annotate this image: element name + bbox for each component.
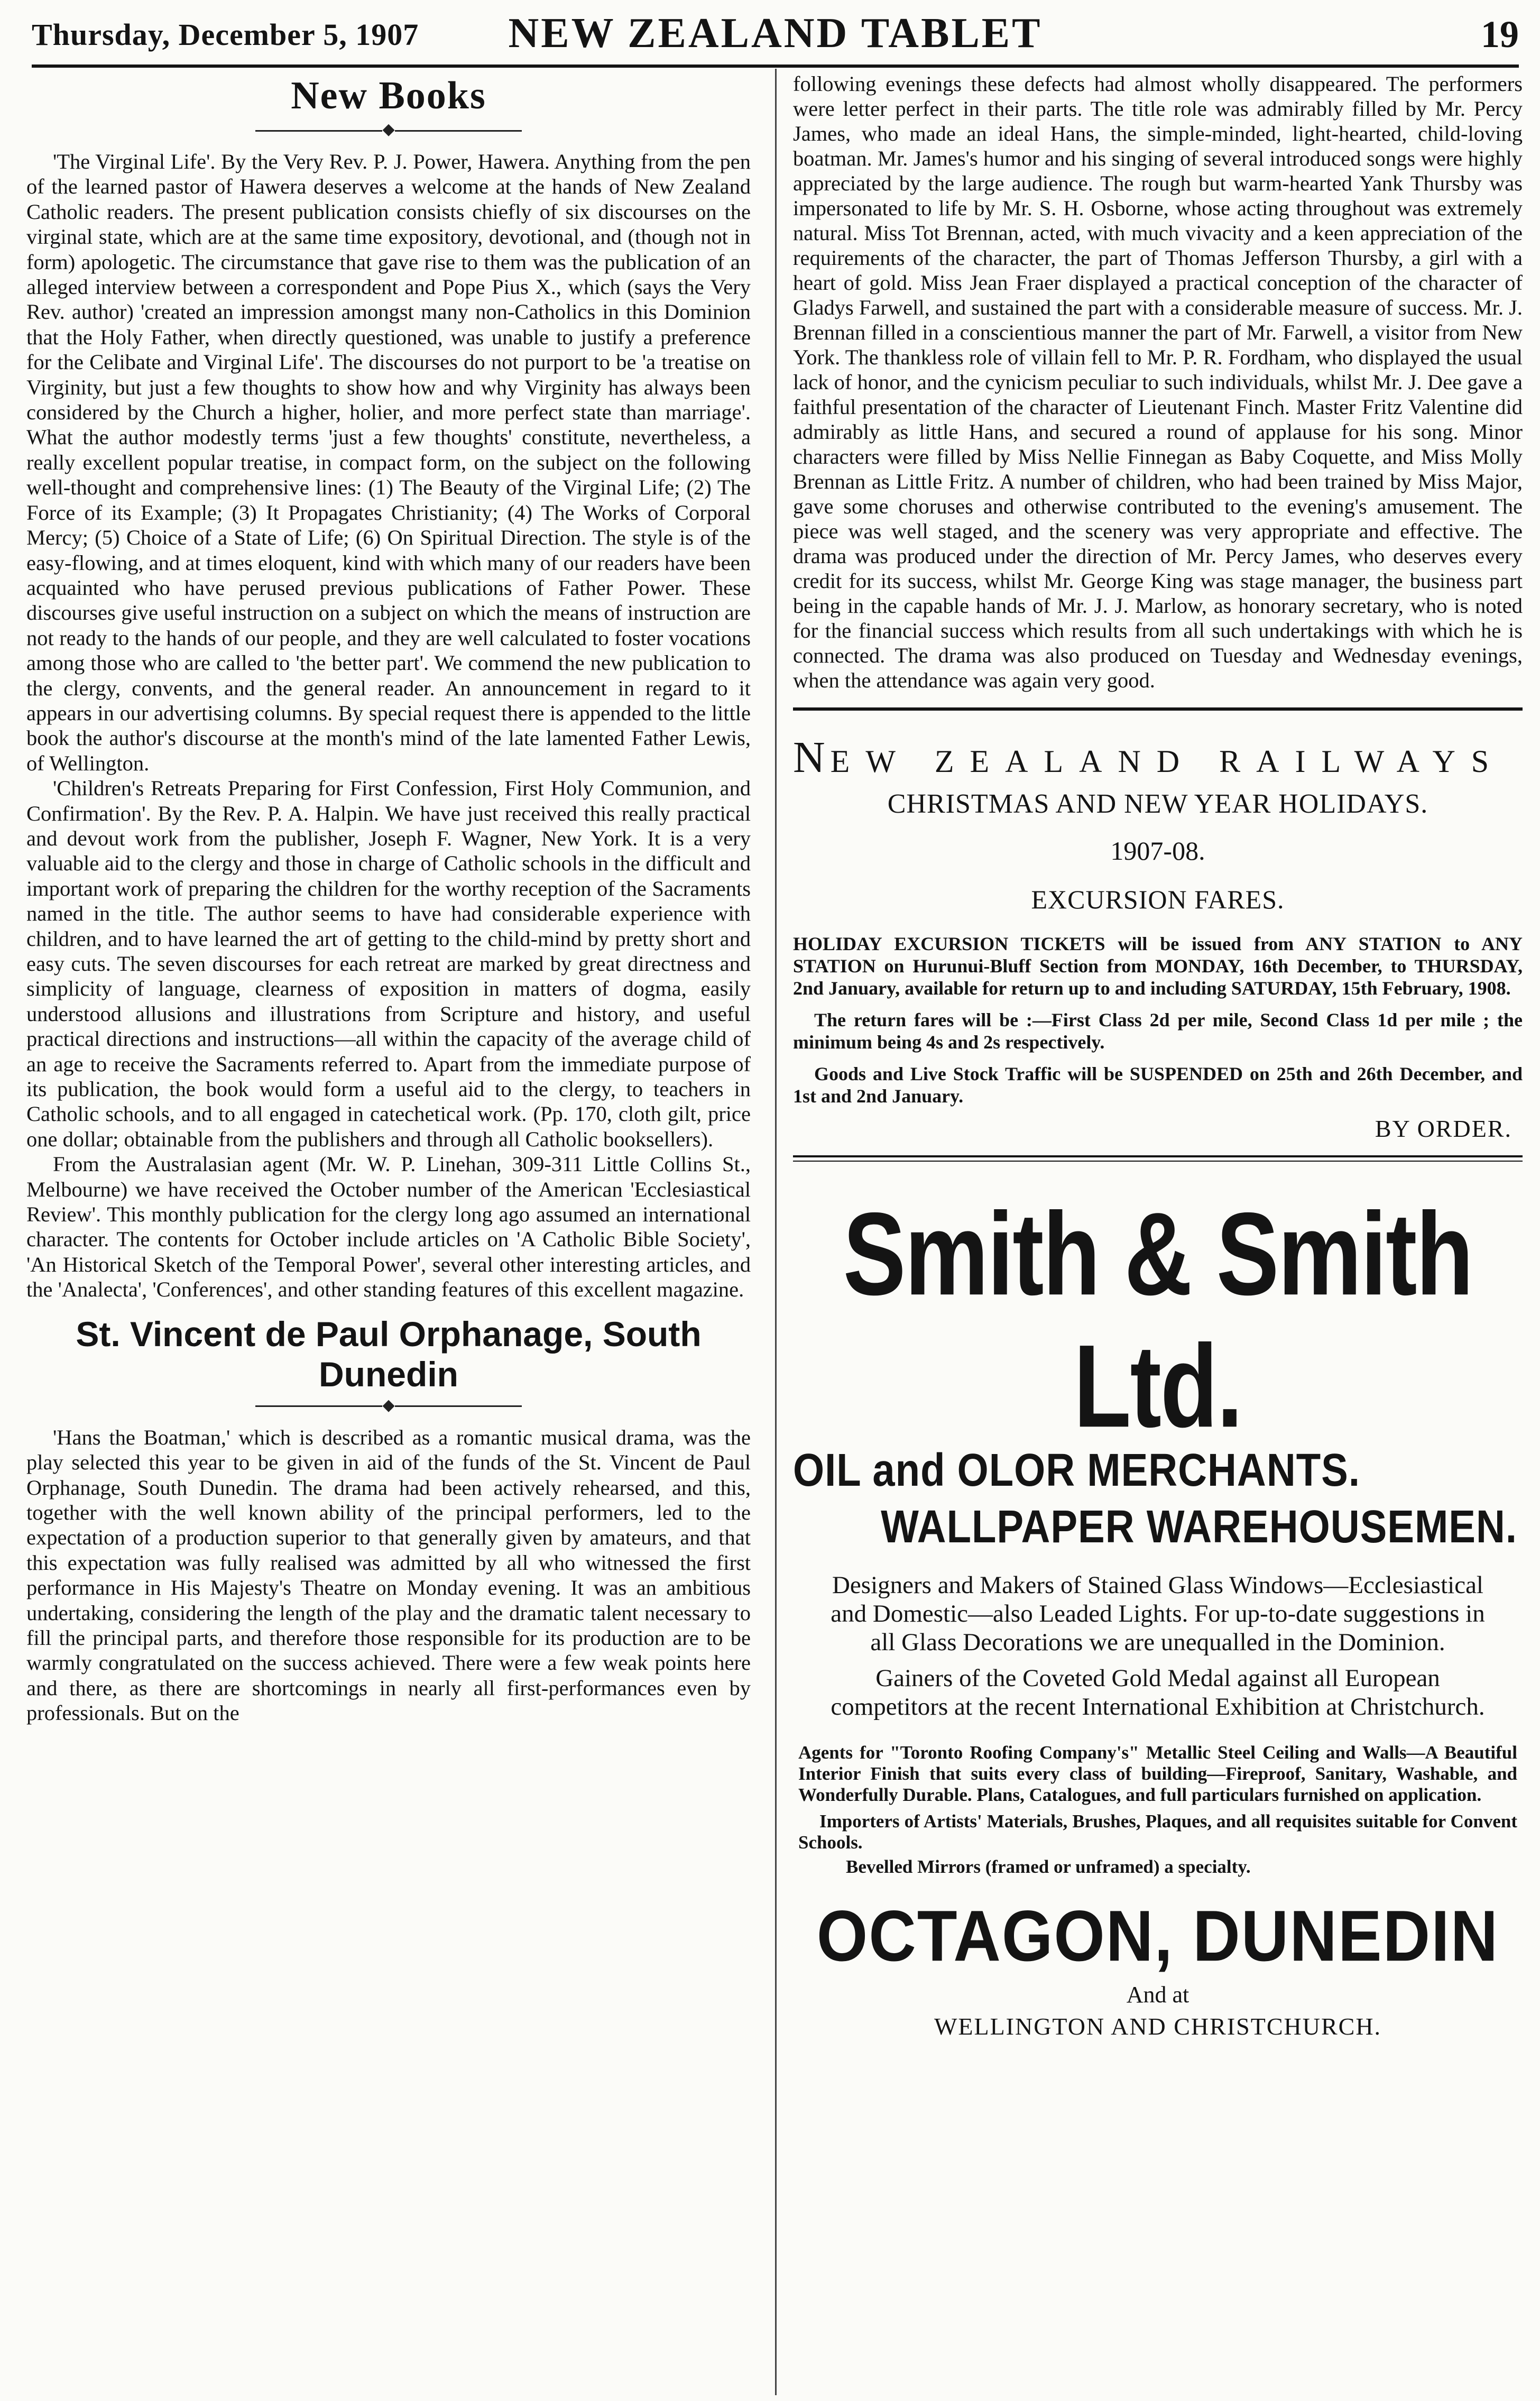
column-divider [775, 69, 777, 2395]
section-rule [793, 1155, 1523, 1162]
ornament-diamond-icon: ◆ [382, 121, 395, 138]
right-column [793, 71, 1523, 2040]
running-header [32, 7, 1519, 66]
railways-advertisement [793, 732, 1523, 1143]
railways-years: 1907-08. [1110, 836, 1205, 866]
issue-date: Thursday, December 5, 1907 [32, 17, 419, 52]
review-childrens-retreats: 'Children's Retreats Preparing for First Confession, First Holy Communion, and Confirmation'. By the Rev. P. A. Halpin. We have just received this really practical and devout work from the publisher, Joseph F. Wagner, New York. It is a very valuable aid to the clergy and those in charge of Catholic schools in the difficult and important work of preparing the children for the worthy reception of the Sacraments named in the title. The author seems to have had considerable experience with children, and to have learned the art of getting to the child-mind by pretty short and easy cuts. The seven discourses for each retreat are marked by great directness and simplicity of language, clearness of exposition in matters of dogma, easily understood allusions and illustrations from Scripture and history, and useful practical directions and instructions—all within the capacity of the average child of an age to receive the Sacraments referred to. Apart from the immediate purpose of its publication, the book would form a useful aid to the clergy, to teachers in Catholic schools, and to all engaged in catechetical work. (Pp. 170, cloth gilt, price one dollar; obtainable from the publishers and through all Catholic booksellers). [26, 776, 751, 1151]
smith-company-name: Smith & Smith Ltd. [843, 1188, 1473, 1452]
orphanage-article: 'Hans the Boatman,' which is described as a romantic musical drama, was the play selected this year to be given in aid of the funds of the St. Vincent de Paul Orphanage, South Dunedin. The drama had been actively rehearsed, and this, together with the well known ability of the principal performers, led to the expectation of a production superior to that generally given by amateurs, and that this expectation was fully realised was admitted by all who witnessed the first performance in His Majesty's Theatre on Monday evening. It was an ambitious undertaking, considering the length of the play and the dramatic talent necessary to fill the principal parts, and therefore those responsible for its production are to be warmly congratulated on the success achieved. There were a few weak points here and there, as there are shortcomings in nearly all first-performances even by professionals. But on the [26, 1425, 751, 1725]
smith-trade-wallpaper: WALLPAPER WAREHOUSEMEN. [881, 1501, 1517, 1553]
railways-title-rest: EW ZEALAND RAILWAYS [830, 744, 1505, 779]
railways-fares-heading: EXCURSION FARES. [1031, 885, 1285, 914]
smith-address: OCTAGON, DUNEDIN [816, 1896, 1499, 1976]
railways-notice-fares: The return fares will be :—First Class 2d per mile, Second Class 1d per mile ; the minimum being 4s and 2s respectively. [793, 1009, 1523, 1053]
masthead-title: NEW ZEALAND TABLET [508, 10, 1043, 57]
railways-title [793, 732, 1523, 783]
orphanage-article-continued: following evenings these defects had almost wholly disappeared. The performers were letter perfect in their parts. The title role was admirably filled by Mr. Percy James, who made an ideal Hans, the simple-minded, light-hearted, child-loving boatman. Mr. James's humor and his singing of several introduced songs were highly appreciated by the large audience. The rough but warm-hearted Yank Thursby was impersonated to life by Mr. S. H. Osborne, whose acting throughout was extremely natural. Miss Tot Brennan, acted, with much vivacity and a keen appreciation of the requirements of the character, the part of Thomas Jefferson Thursby, a girl with a heart of gold. Miss Jean Fraer displayed a practical conception of the character of Gladys Farwell, and sustained the part with a considerable measure of success. Mr. J. Brennan filled in a conscientious manner the part of Mr. Farwell, a visitor from New York. The thankless role of villain fell to Mr. P. R. Fordham, who displayed the usual lack of honor, and the cynicism peculiar to such individuals, whilst Mr. J. Dee gave a faithful presentation of the character of Lieutenant Finch. Master Fritz Valentine did admirably as little Hans, and secured a round of applause for his song. Minor characters were filled by Miss Nellie Finnegan as Baby Coquette, and Miss Molly Brennan as Little Fritz. A number of children, who had been trained by Miss Major, gave some choruses and otherwise contributed to the evening's amusement. The piece was well staged, and the scenery was very appropriate and effective. The drama was produced under the direction of Mr. Percy James, who deserves every credit for its success, whilst Mr. George King was stage manager, the business part being in the capable hands of Mr. J. J. Marlow, as honorary secretary, who is noted for the financial success which results from all such undertakings with which he is connected. The drama was also produced on Tuesday and Wednesday evenings, when the attendance was again very good. [793, 72, 1523, 692]
smith-trade-oil: OIL and OLOR MERCHANTS. [793, 1444, 1360, 1496]
review-virginal-life: 'The Virginal Life'. By the Very Rev. P. J. Power, Hawera. Anything from the pen of the learned pastor of Hawera deserves a welcome at the hands of New Zealand Catholic readers. The present publication consists chiefly of six discourses on the virginal state, which are at the same time expository, devotional, and (though not in form) apologetic. The circumstance that gave rise to them was the publication of an alleged interview between a correspondent and Pope Pius X., which (says the Very Rev. author) 'created an impression amongst many non-Catholics in this Dominion that the Holy Father, when directly questioned, was unable to justify a preference for the Celibate and Virginal Life'. The discourses do not purport to be 'a treatise on Virginity, but just a few thoughts to show how and why Virginity has always been considered by the Church a higher, holier, and more perfect state than marriage'. What the author modestly terms 'just a few thoughts' constitute, nevertheless, a really excellent popular treatise, in compact form, on the subject on the following well-thought and comprehensive lines: (1) The Beauty of the Virginal Life; (2) The Force of its Example; (3) It Propagates Christianity; (4) The Works of Corporal Mercy; (5) Choice of a State of Life; (6) On Spiritual Direction. The style is of the easy-flowing, and at times eloquent, kind with which many of our readers have been acquainted who have perused previous publications of Father Power. These discourses give useful instruction on a subject on which the means of instruction are not ready to the hands of our people, and they are well calculated to foster vocations among those who are called to 'the better part'. We commend the new publication to the clergy, convents, and the general reader. An announcement in regard to it appears in our advertising columns. By special request there is appended to the little book the author's discourse at the month's mind of the late lamented Father Lewis, of Wellington. [26, 150, 751, 775]
ornament-diamond-icon: ◆ [382, 1396, 395, 1414]
heading-ornament [26, 1395, 751, 1415]
smith-stained-glass: Designers and Makers of Stained Glass Windows—Ecclesiastical and Domestic—also Leaded Lights. For up-to-date suggestions in all Glass Decorations we are unequalled in the Dominion. [831, 1571, 1485, 1656]
railways-subtitle: CHRISTMAS AND NEW YEAR HOLIDAYS. [887, 789, 1428, 819]
smith-advertisement [793, 1188, 1523, 2040]
smith-branches: WELLINGTON AND CHRISTCHURCH. [934, 2013, 1382, 2040]
left-column [26, 71, 751, 1726]
header-rule [32, 65, 1519, 68]
page-number: 19 [1481, 13, 1519, 56]
railways-notice-tickets: HOLIDAY EXCURSION TICKETS will be issued from ANY STATION to ANY STATION on Hurunui-Bluff Section from MONDAY, 16th December, to THURSDAY, 2nd January, available for return up to and including SATURDAY, 15th February, 1908. [793, 933, 1523, 999]
smith-agents: Agents for "Toronto Roofing Company's" Metallic Steel Ceiling and Walls—A Beautiful Interior Finish that suits every class of building—Fireproof, Sanitary, Washable, and Wonderfully Durable. Plans, Catalogues, and full particulars furnished on application. [798, 1742, 1517, 1805]
smith-gold-medal: Gainers of the Coveted Gold Medal against all European competitors at the recent International Exhibition at Christchurch. [831, 1664, 1485, 1721]
review-ecclesiastical-review: From the Australasian agent (Mr. W. P. Linehan, 309-311 Little Collins St., Melbourne) we have received the October number of the American 'Ecclesiastical Review'. This monthly publication for the clergy long ago assumed an international character. The contents for October include articles on 'A Catholic Bible Society', 'An Historical Sketch of the Temporal Power', several other interesting articles, and the 'Analecta', 'Conferences', and other standing features of this excellent magazine. [26, 1152, 751, 1302]
railways-by-order: BY ORDER. [1375, 1115, 1512, 1142]
railways-title-initial: N [793, 733, 831, 782]
smith-mirrors: Bevelled Mirrors (framed or unframed) a specialty. [846, 1856, 1251, 1877]
heading-ornament [26, 119, 751, 140]
orphanage-heading: St. Vincent de Paul Orphanage, South Dunedin [76, 1314, 702, 1394]
new-books-heading: New Books [291, 74, 486, 117]
smith-and-at: And at [1126, 1982, 1189, 2008]
railways-notice-goods: Goods and Live Stock Traffic will be SUSPENDED on 25th and 26th December, and 1st and 2nd January. [793, 1063, 1523, 1107]
section-rule [793, 707, 1523, 711]
smith-importers: Importers of Artists' Materials, Brushes, Plaques, and all requisites suitable for Convent Schools. [798, 1811, 1517, 1853]
